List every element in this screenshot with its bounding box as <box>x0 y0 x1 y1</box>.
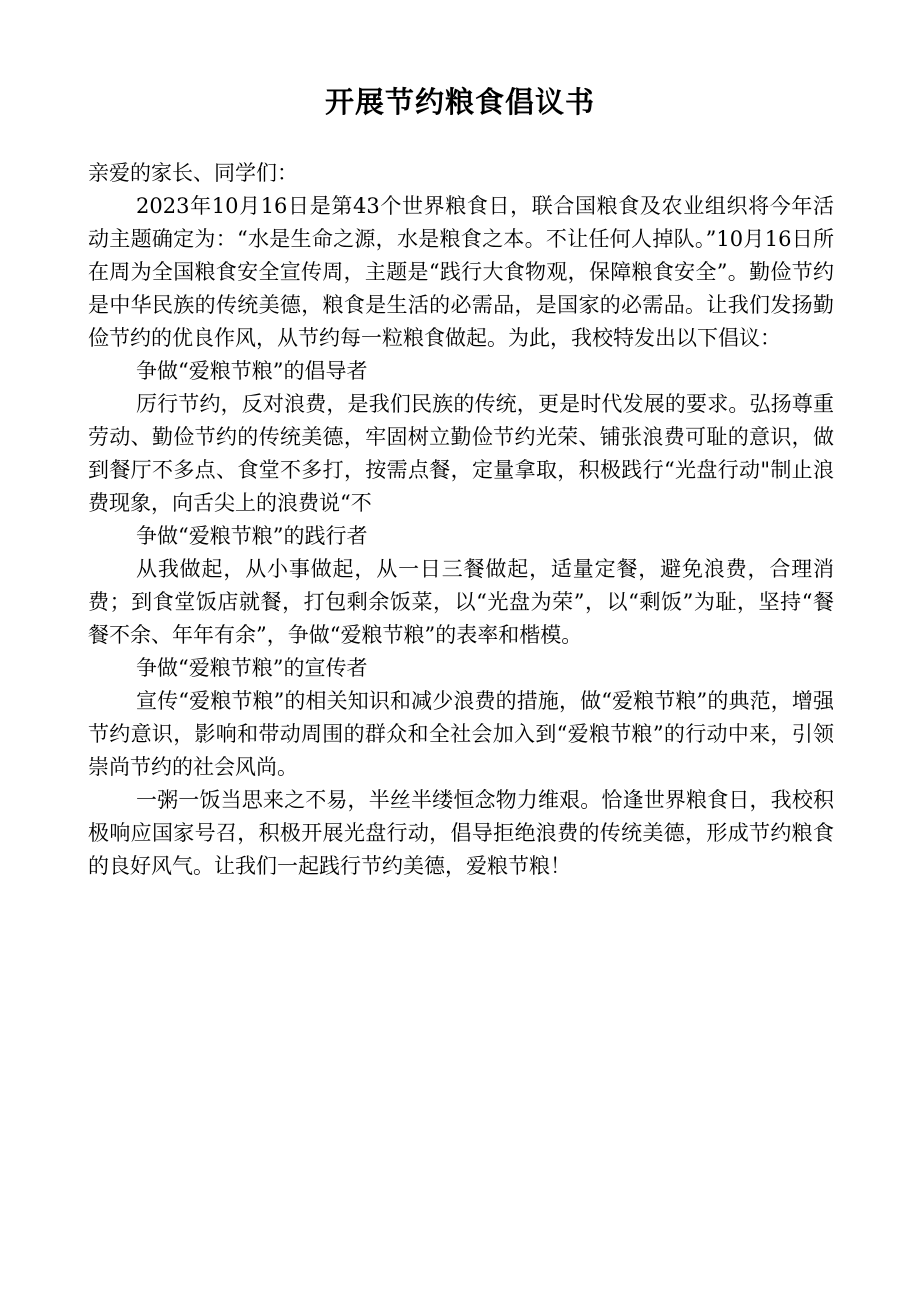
practitioner-paragraph: 从我做起，从小事做起，从一日三餐做起，适量定餐，避免浪费，合理消费；到食堂饭店就餐，打包剩余饭菜，以“光盘为荣”，以“剩饭”为耻，坚持“餐餐不余、年年有余”，争做“爱粮节粮”的表率和楷模。 <box>88 557 834 647</box>
document-body <box>88 157 834 883</box>
salutation: 亲爱的家长、同学们： <box>88 161 298 185</box>
promoter-paragraph: 宣传“爱粮节粮”的相关知识和减少浪费的措施，做“爱粮节粮”的典范，增强节约意识，影响和带动周围的群众和全社会加入到“爱粮节粮”的行动中来，引领崇尚节约的社会风尚。 <box>88 689 834 779</box>
section-heading-practitioner: 争做“爱粮节粮”的践行者 <box>136 524 368 548</box>
document-title: 开展节约粮食倡议书 <box>324 85 595 119</box>
section-heading-advocate: 争做“爱粮节粮”的倡导者 <box>136 359 368 383</box>
advocate-paragraph: 厉行节约，反对浪费，是我们民族的传统，更是时代发展的要求。弘扬尊重劳动、勤俭节约的传统美德，牢固树立勤俭节约光荣、铺张浪费可耻的意识，做到餐厅不多点、食堂不多打，按需点餐，定量拿取，积极践行“光盘行动"制止浪费现象，向舌尖上的浪费说“不 <box>88 392 834 515</box>
closing-paragraph: 一粥一饭当思来之不易，半丝半缕恒念物力维艰。恰逢世界粮食日，我校积极响应国家号召，积极开展光盘行动，倡导拒绝浪费的传统美德，形成节约粮食的良好风气。让我们一起践行节约美德，爱粮节粮！ <box>88 788 834 878</box>
section-heading-promoter: 争做“爱粮节粮”的宣传者 <box>136 656 368 680</box>
intro-paragraph: 2023年10月16日是第43个世界粮食日，联合国粮食及农业组织将今年活动主题确定为：“水是生命之源，水是粮食之本。不让任何人掉队。”10月16日所在周为全国粮食安全宣传周，主题是“践行大食物观，保障粮食安全”。勤俭节约是中华民族的传统美德，粮食是生活的必需品，是国家的必需品。让我们发扬勤俭节约的优良作风，从节约每一粒粮食做起。为此，我校特发出以下倡议： <box>88 194 834 350</box>
